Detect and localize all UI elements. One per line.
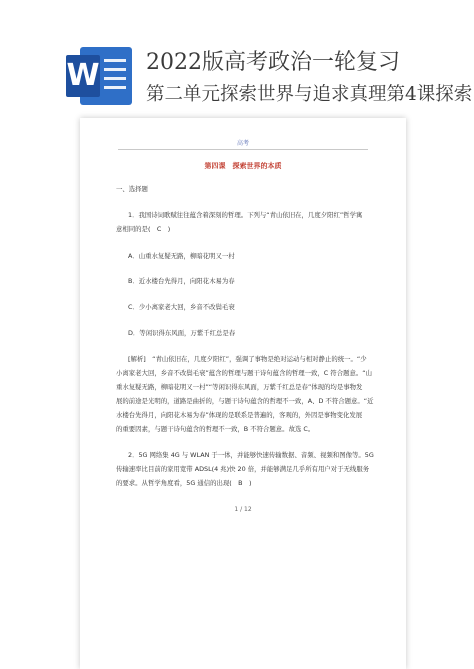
option-c: C．少小离家老大回，乡音不改鬓毛衰 — [128, 303, 235, 311]
question-2-line: 的要求。从哲学角度看，5G 通信的出现( B ) — [116, 479, 252, 487]
page-number: 1 / 12 — [234, 506, 252, 513]
document-title-line-1: 2022版高考政治一轮复习 — [146, 50, 400, 75]
analysis-line: 水楼台先得月，向阳花木易为春”体现的是联系是普遍的，客观的，外因是事物变化发展 — [116, 411, 363, 419]
question-2-line: 传输速率比目前的家用宽带 ADSL(4 兆)快 20 倍，并能够满足几乎所有用户对于无线服务 — [116, 465, 370, 473]
option-b: B．近水楼台先得月，向阳花木易为春 — [128, 277, 235, 285]
question-2-line: 2．5G 网络集 4G 与 WLAN 于一体，并能够快速传输数据、音频、视频和图像等。5G — [128, 451, 374, 459]
document-page-preview[interactable] — [80, 118, 406, 669]
page-header-mark: 高考 — [236, 140, 249, 147]
lesson-title: 第四课 探索世界的本质 — [204, 162, 282, 170]
analysis-line: 的重要因素，与题干诗句蕴含的哲理不一致，B 不符合题意。故选 C。 — [116, 425, 315, 433]
word-icon-letter: W — [66, 55, 100, 97]
header-divider — [118, 149, 368, 150]
question-1-line-2: 意相同的是( C ) — [116, 225, 171, 233]
option-a: A．山重水复疑无路，柳暗花明又一村 — [128, 252, 235, 260]
section-heading: 一、选择题 — [116, 185, 148, 193]
analysis-line: [解析] “青山依旧在，几度夕阳红”，强调了事物是绝对运动与相对静止的统一。“少 — [128, 355, 367, 363]
word-app-icon — [66, 47, 132, 105]
analysis-line: 小离家老大回，乡音不改鬓毛衰”蕴含的哲理与题干诗句蕴含的哲理一致，C 符合题意。“山 — [116, 369, 372, 377]
question-1-line-1: 1．我国诗词歌赋往往蕴含着深刻的哲理。下列与“青山依旧在，几度夕阳红”哲学寓 — [128, 211, 363, 219]
option-d: D．等闲识得东风面，万紫千红总是春 — [128, 329, 236, 337]
analysis-line: 重水复疑无路，柳暗花明又一村”“等闲识得东风面，万紫千红总是春”体现的均是事物发 — [116, 383, 363, 391]
document-title-line-2: 第二单元探索世界与追求真理第4课探索 — [146, 84, 473, 105]
analysis-line: 展的前途是光明的，道路是曲折的，与题干诗句蕴含的哲理不一致，A、D 不符合题意。“近 — [116, 397, 374, 405]
